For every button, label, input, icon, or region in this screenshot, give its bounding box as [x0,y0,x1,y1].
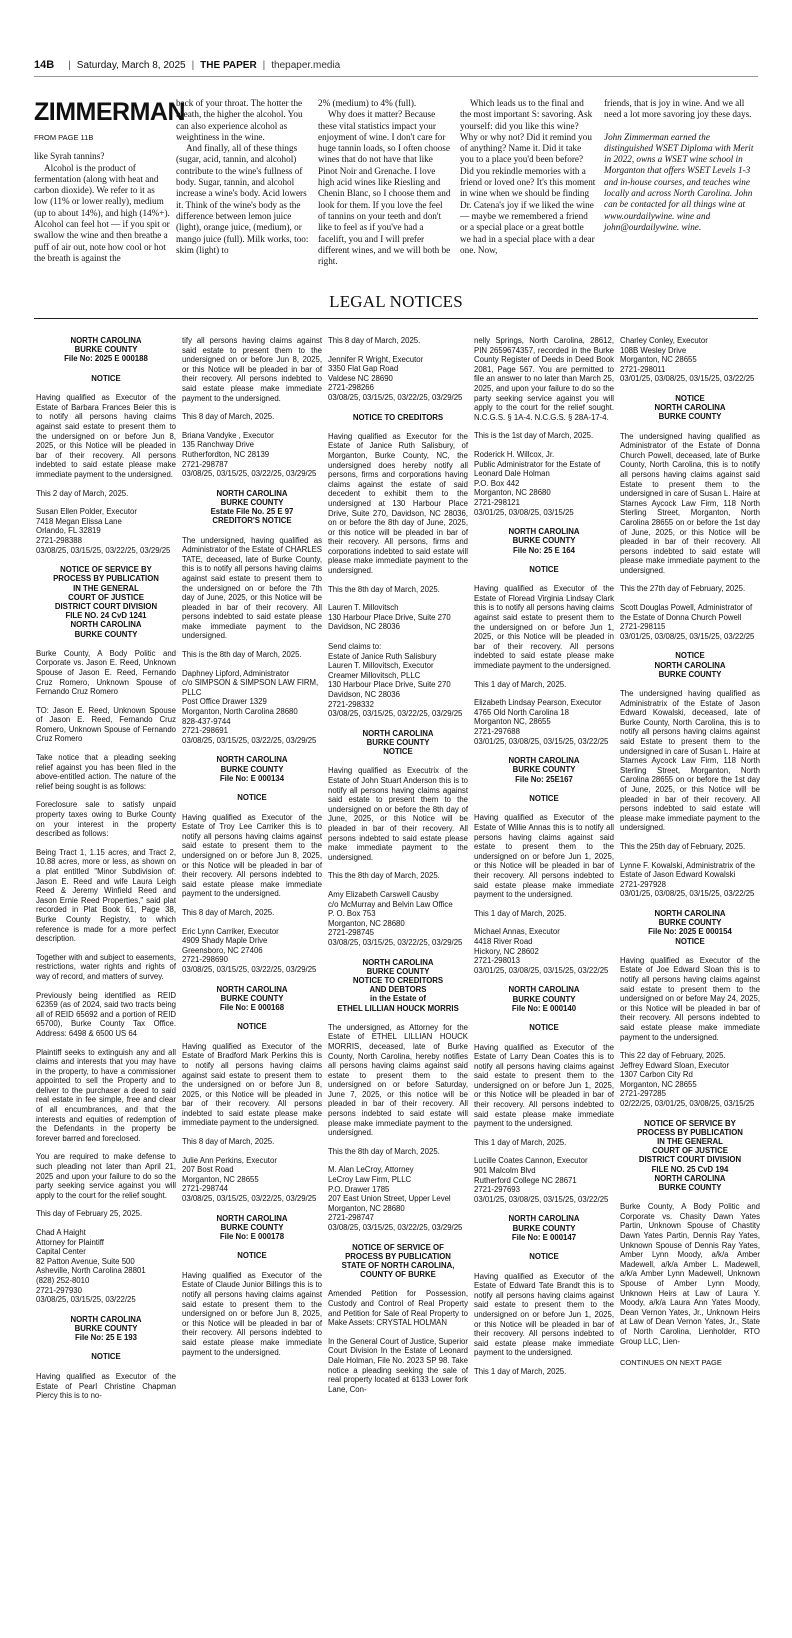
notice-paragraph: You are required to make defense to such pleading not later than April 21, 2025 and upon your failure to do so the party seeking service against you will apply to the court for the relief sought. [36,1152,176,1200]
notice-label: NOTICE [91,1352,121,1362]
page-header [34,56,758,74]
notice-signature: Susan Ellen Polder, Executor 7418 Megan Elissa Lane Orlando, FL 32819 2721-298388 03/08/25, 03/15/25, 03/22/25, 03/29/25 [36,507,171,555]
notice-paragraph: TO: Jason E. Reed, Unknown Spouse of Jason E. Reed, Fernando Cruz Romero, Unknown Spouse of Fernando Cruz Romero [36,705,176,744]
notice-label: NOTICE [237,1251,267,1261]
notice-heading: NOTICE OF SERVICE OF PROCESS BY PUBLICATION STATE OF NORTH CAROLINA, COUNTY OF BURKE [341,1242,455,1280]
notice-paragraph: nelly Springs, North Carolina, 28612, PIN 2659674357, recorded in the Burke County Register of Deeds in Deed Book 2081, Page 567. You are permitted to file an answer to no later than March 25, 2025, and upon your failure to do so the party seeking service against you will apply to the court for the relief sought. N.C.G.S. § 1A-4. N.C.G.S. § 28A-17-4. [474,336,614,422]
notice-paragraph: Having qualified as Executor of the Estate of Barbara Frances Beier this is to notify all persons having claims against said estate to present them to the undersigned on or before Jun 8, 2025, or this Notice will be pleaded in bar of their recovery. All persons indebted to said estate please make immediate payment to the undersigned. [36,393,176,479]
notice-signature: Lucille Coates Cannon, Executor 901 Malcolm Blvd Rutherford College NC 28671 2721-297693 03/01/25, 03/08/25, 03/15/25, 03/22/25 [474,1156,609,1204]
article-title: ZIMMERMAN [34,98,186,126]
notice-label: NOTICE [529,1252,559,1262]
notice-heading: NORTH CAROLINA BURKE COUNTY File No: E 000140 [508,985,580,1013]
notice-heading: NORTH CAROLINA BURKE COUNTY File No: E 000178 [216,1213,288,1242]
notice-heading: NORTH CAROLINA BURKE COUNTY File No: E 000147 [508,1214,580,1242]
notice-paragraph: Plaintiff seeks to extinguish any and all claims and interests that you may have in the property, to have a commissioner appointed to sell the Property and to deliver to the purchaser a deed to said real estate in fee simple, free and clear of all encumbrances, and that the interests and equities of redemption of the Defendants in the property be forever barred and foreclosed. [36,1047,176,1143]
notice-heading: NOTICE NORTH CAROLINA BURKE COUNTY [654,651,726,679]
notice-signature: Briana Vandyke , Executor 135 Ranchway Drive Rutherfordton, NC 28139 2721-298787 03/08/25, 03/15/25, 03/22/25, 03/29/25 [182,430,317,479]
notice-label: NOTICE [237,1022,267,1032]
notice-paragraph: Take notice that a pleading seeking relief against you has been filed in the above-entitled action. The nature of the relief being sought is as follows: [36,753,176,791]
notice-paragraph: Having qualified as Executor of the Estate of Larry Dean Coates this is to notify all persons having claims against said estate to present them to the undersigned on or before Jun 1, 2025, or this Notice will be pleaded in bar of their recovery. All persons indebted to said estate please make immediate payment to the undersigned. [474,1042,614,1129]
article-paragraph: 2% (medium) to 4% (full). [318,98,417,108]
notice-paragraph: Having qualified as Executor of the Estate of Claude Junior Billings this is to notify all persons having claims against said estate to present them to the undersigned on or before Jun 8, 2025, or this Notice will be pleaded in bar of their recovery. All persons indebted to said estate please make immediate payment to the undersigned. [182,1270,322,1357]
notice-signature: Daphney Lipford, Administrator c/o SIMPSON & SIMPSON LAW FIRM, PLLC Post Office Drawer 1329 Morganton, North Carolina 28680 828-437-9744 2721-298691 03/08/25, 03/15/25, 03/22/25, 03/29/25 [182,668,319,745]
notice-heading: NOTICE OF SERVICE BY PROCESS BY PUBLICATION IN THE GENERAL COURT OF JUSTICE DISTRICT COURT DIVISION FILE NO. 24 CvD 1241 NORTH CAROLINA BURKE COUNTY [53,565,159,639]
continued-line: CONTINUES ON NEXT PAGE [620,1358,722,1368]
notice-paragraph: Having qualified as Executor of the Estate of Floread Virginia Lindsay Clark this is to notify all persons having claims against said estate to present them to the undersigned on or before Jun 1, 2025, or this Notice will be pleaded in bar of their recovery. All persons indebted to said estate please make immediate payment to the undersigned. [474,584,614,671]
notice-heading: NORTH CAROLINA BURKE COUNTY File No: 25E167 [508,756,580,784]
legal-column-2 [182,336,322,1366]
notice-heading: NORTH CAROLINA BURKE COUNTY File No: 25 E 193 [70,1314,142,1343]
notice-label: NOTICE [529,564,559,574]
notice-paragraph: This 8 day of March, 2025. [182,907,275,917]
notice-paragraph: Having qualified as Executor of the Estate of Joe Edward Sloan this is to notify all persons having claims against said estate to present them to the undersigned on or before May 24, 2025, or this Notice will be pleaded in bar of their recovery. All persons indebted to said estate please make immediate payment to the undersigned. [620,955,760,1042]
notice-label: NOTICE [529,793,559,803]
notice-heading: NORTH CAROLINA BURKE COUNTY File No: 2025 E 000154 NOTICE [648,908,732,946]
notice-paragraph: The undersigned having qualified as Administrator of the Estate of Donna Church Powell, deceased, late of Burke County, North Carolina, this is to notify all persons having claims against said Estate to present them to the undersigned in care of Susan L. Haire at Starnes Aycock Law Firm, 118 North Sterling Street, Morganton, North Carolina 28655 on or before the 1st day of June, 2025, or this Notice will be pleaded in bar of their recovery. All persons indebted to said estate will please make immediate payment to the undersigned. [620,431,760,575]
header-rule [34,76,758,77]
notice-paragraph: Having qualified as Executor of the Estate of Bradford Mark Perkins this is to notify all persons having claims against said estate to present them to the undersigned on or before Jun 8, 2025, or this Notice will be pleaded in bar of their recovery. All persons indebted to said estate please make immediate payment to the undersigned. [182,1041,322,1128]
notice-signature: Roderick H. Willcox, Jr. Public Administrator for the Estate of Leonard Dale Holman P.O. Box 442 Morganton, NC 28680 2721-298121 03/01/25, 03/08/25, 03/15/25 [474,449,601,517]
notice-paragraph: tify all persons having claims against said estate to present them to the undersigned on or before Jun 8, 2025, or this Notice will be pleaded in bar of their recovery. All persons indebted to said estate please make immediate payment to the undersigned. [182,336,322,403]
notice-paragraph: Having qualified as Executor for the Estate of Janice Ruth Salisbury, of Morganton, Burke County, NC, the undersigned does hereby notify all persons, firms and corporations having claims against the estate of said decedent to exhibit them to the undersigned at 130 Harbour Place Drive, Suite 270, Davidson, NC 28036, on or before the 8th day of June, 2025, or this notice will be pleaded in bar of their recovery. All persons, firms and corporations indebted to said estate will please make immediate payment to the undersigned. [328,431,468,576]
article-column-3 [318,98,452,267]
notice-paragraph: Previously being identified as REID 62359 (as of 2024, said two tracts being all of REID 65692 and a portion of REID 65700), Burke County Tax Office. Address: 6498 & 6500 US 64 [36,990,176,1038]
notice-signature: Jennifer R Wright, Executor 3350 Flat Gap Road Valdese NC 28690 2721-298266 03/08/25, 03/15/25, 03/22/25, 03/29/25 [328,354,463,402]
article-paragraph: like Syrah tannins? [34,151,105,162]
notice-paragraph: Having qualified as Executor of the Estate of Pearl Christine Chapman Piercy this is to no- [36,1371,176,1401]
notice-signature: Send claims to: Estate of Janice Ruth Salisbury Lauren T. Millovitsch, Executor Creamer Millovitsch, PLLC 130 Harbour Place Drive, Suite 270 Davidson, NC 28036 2721-298332 03/08/25, 03/15/25, 03/22/25, 03/29/25 [328,642,463,719]
notice-signature: Lauren T. Millovitsch 130 Harbour Place Drive, Suite 270 Davidson, NC 28036 [328,603,451,632]
article-paragraph: friends, that is joy in wine. And we all need a lot more savoring joy these days. [604,98,752,120]
notice-paragraph: Burke County, A Body Politic and Corporate vs. Chasity Dawn Yates Partin, Unknown Spouse of Chastity Dawn Yates Partin, Dennis Ray Yates, Unknown Spouse of Dennis Ray Yates, Amber Lynn Moody, a/k/a Amber Madewell, a/k/a Amber L. Madewell, a/k/a Amber Lynn Madewell, Unknown Spouse of Amber Lynn Moody, Unknown Heirs at Law of Laura Y. Moody, a/k/a Laura Ann Yates Moody, Dean Vernon Yates, Jr., Unknown Heirs at Law of Dean Vernon Yates, Jr., State of North Carolina, Lienholder, RTO Group LLC, Lien- [620,1202,760,1346]
notice-signature: M. Alan LeCroy, Attorney LeCroy Law Firm, PLLC P.O. Drawer 1785 207 East Union Street, Upper Level Morganton, NC 28680 2721-298747 03/08/25, 03/15/25, 03/22/25, 03/29/25 [328,1165,463,1232]
notice-paragraph: Burke County, A Body Politic and Corporate vs. Jason E. Reed, Unknown Spouse of Jason E. Reed, Fernando Cruz Romero, Unknown Spouse of Fernando Cruz Romero [36,648,176,697]
notice-paragraph: This 1 day of March, 2025. [474,1366,567,1376]
notice-paragraph: This 8 day of March, 2025. [182,412,275,422]
notice-signature: Charley Conley, Executor 108B Wesley Drive Morganton, NC 28655 2721-298011 03/01/25, 03/08/25, 03/15/25, 03/22/25 [620,336,755,384]
notice-paragraph: The undersigned, as Attorney for the Estate of ETHEL LILLIAN HOUCK MORRIS, deceased, late of Burke County, North Carolina, hereby notifies all persons having claims against said estate to present them to the undersigned on or before Saturday, June 7, 2025, or this notice will be pleaded in bar of their recovery. All persons indebted to said estate will please make immediate payment to the undersigned. [328,1022,468,1138]
notice-paragraph: This 1 day of March, 2025. [474,679,567,689]
legal-column-3 [328,336,468,1403]
notice-paragraph: This 1 day of March, 2025. [474,1137,567,1147]
article-paragraph: Alcohol is the product of fermentation (along with heat and carbon dioxide). We refer to it as low (11% or lower really), medium (up to about 14%), and high (14%+). Alcohol can feel hot — if you spit or swallow the wine and then breathe a puff of air out, note how cool or hot the breath is against the [34,162,170,263]
notice-paragraph: This day of February 25, 2025. [36,1209,143,1219]
article-paragraph: And finally, all of these things (sugar, acid, tannin, and alcohol) contribute to the wine's fullness of body. Sugar, tannin, and alcohol increase a wine's body. Acid lowers it. Think of the wine's body as the difference between lemon juice (light), orange juice, (medium), or mango juice (full). Milk works, too: skim (light) to [176,143,309,255]
notice-paragraph: Having qualified as Executor of the Estate of Troy Lee Carriker this is to notify all persons having claims against said estate to present them to the undersigned on or before Jun 8, 2025, or this Notice will be pleaded in bar of their recovery. All persons indebted to said estate please make immediate payment to the undersigned. [182,812,322,899]
issue-date: Saturday, March 8, 2025 [76,59,186,71]
notice-paragraph: Having qualified as Executor of the Estate of Willie Annas this is to notify all persons having claims against said estate to present them to the undersigned on or before Jun 1, 2025, or this Notice will be pleaded in bar of their recovery. All persons indebted to said estate please make immediate payment to the undersigned. [474,813,614,900]
legal-column-4 [474,336,614,1386]
notice-label: NOTICE [91,373,121,383]
notice-signature: Julie Ann Perkins, Executor 207 Bost Road Morganton, NC 28655 2721-298744 03/08/25, 03/15/25, 03/22/25, 03/29/25 [182,1155,317,1204]
article-column-5 [604,98,754,233]
notice-heading: NORTH CAROLINA BURKE COUNTY File No: 25 E 164 [508,527,580,555]
jump-line: FROM PAGE 11B [34,133,94,142]
notice-paragraph: This the 8th day of March, 2025. [328,1146,440,1156]
legal-column-1 [36,336,176,1410]
notice-paragraph: The undersigned having qualified as Administratrix of the Estate of Jason Edward Kowalski, deceased, late of Burke County, North Carolina, this is to notify all persons having claims against said Estate to present them to the undersigned in care of Susan L. Haire at Starnes Aycock Law Firm, 118 North Sterling Street, Morganton, North Carolina 28655 on or before the 1st day of June, 2025, or this Notice will be pleaded in bar of their recovery. All persons indebted to said estate will please make immediate payment to the undersigned. [620,689,760,833]
notice-paragraph: The undersigned, having qualified as Administrator of the Estate of CHARLES TATE, deceased, late of Burke County, this is to notify all persons having claims against said estate to present them to the undersigned on or before the 7th day of June, 2025, or this Notice will be pleaded in bar of their recovery. All persons indebted to said estate please make immediate payment to the undersigned. [182,535,322,641]
notice-paragraph: Having qualified as Executrix of the Estate of John Stuart Anderson this is to notify all persons having claims against said estate to present them to the undersigned on or before the 8th day of June, 2025, or this Notice will be pleaded in bar of their recovery. All persons indebted to said estate please make immediate payment to the undersigned. [328,766,468,862]
header-divider: | [262,59,266,71]
notice-heading: NORTH CAROLINA BURKE COUNTY File No: E 000134 [216,755,288,783]
notice-heading: NORTH CAROLINA BURKE COUNTY NOTICE [362,728,434,757]
site-url: thepaper.media [271,59,341,71]
notice-heading: NORTH CAROLINA BURKE COUNTY File No: 2025 E 000188 [64,336,148,364]
notice-paragraph: Amended Petition for Possession, Custody and Control of Real Property and Petition for Sale of Real Property to Make Assets: CRYSTAL HOLMAN [328,1289,468,1328]
notice-heading: NOTICE TO CREDITORS [352,412,444,422]
notice-paragraph: This 2 day of March, 2025. [36,488,129,498]
notice-paragraph: This 8 day of March, 2025. [182,1137,275,1147]
notice-paragraph: This the 8th day of March, 2025. [328,871,440,881]
article-paragraph: Why does it matter? Because these vital statistics impact your enjoyment of wine. I don't care for huge tannin loads, so I often choose wines that do not have that like Pinot Noir and Grenache. I love high acid wines like Riesling and Chenin Blanc, so I choose them and look for them. If you love the feel of tannins on your teeth and don't like to feel as if you've had a facelift, you and I will prefer different wines, and we will both be right. [318,109,451,267]
notice-heading: NOTICE OF SERVICE BY PROCESS BY PUBLICATION IN THE GENERAL COURT OF JUSTICE DISTRICT COURT DIVISION FILE NO. 25 CvD 194 NORTH CAROLINA BURKE COUNTY [637,1118,743,1193]
legal-rule [34,318,758,319]
notice-label: NOTICE [529,1022,559,1032]
notice-heading: NORTH CAROLINA BURKE COUNTY NOTICE TO CREDITORS AND DEBTORS in the Estate of ETHEL LILLIAN HOUCK MORRIS [337,957,459,1013]
author-bio: John Zimmerman earned the distinguished WSET Diploma with Merit in 2022, owns a WSET wine school in Morganton that offers WSET Levels 1-3 and in-house courses, and teaches wine locally and across North Carolina. John can be contacted for all things wine at www.ourdailywine. wine and john@ourdailywine. wine. [604,131,754,232]
notice-paragraph: This the 8th day of March, 2025. [328,584,440,594]
notice-paragraph: Foreclosure sale to satisfy unpaid property taxes owing to Burke County on your interest in the property described as follows: [36,800,176,839]
notice-paragraph: This 8 day of March, 2025. [328,336,421,345]
notice-signature: Amy Elizabeth Carswell Causby c/o McMurray and Belvin Law Office P. O. Box 753 Morganton, NC 28680 2721-298745 03/08/25, 03/15/25, 03/22/25, 03/29/25 [328,889,463,947]
notice-paragraph: Having qualified as Executor of the Estate of Edward Tate Brandt this is to notify all persons having claims against said estate to present them to the undersigned on or before Jun 1, 2025, or this Notice will be pleaded in bar of their recovery. All persons indebted to said estate please make immediate payment to the undersigned. [474,1271,614,1358]
article-column-4 [460,98,596,256]
paper-name: THE PAPER [200,59,257,71]
header-divider: | [68,59,71,71]
notice-heading: NOTICE NORTH CAROLINA BURKE COUNTY [654,393,726,422]
notice-paragraph: Being Tract 1, 1.15 acres, and Tract 2, 10.88 acres, more or less, as shown on a plat entitled "Minor Subdivision of: Jason E. Reed and wife Laura Leigh Reed & Jeremy Winfield Reed and Jason Ernie Reed Properties," said plat recorded in Plat Book 61, Page 38, Burke County Registry, to which reference is made for a more perfect description. [36,847,176,944]
article-column-1 [34,98,186,264]
notice-signature: Lynne F. Kowalski, Administratrix of the Estate of Jason Edward Kowalski 2721-297928 03/01/25, 03/08/25, 03/15/25, 03/22/25 [620,860,755,899]
article-paragraph: Which leads us to the final and the most important S: savoring. Ask yourself: did you like this wine? Why or why not? Did it remind you of anything? Name it. Did it take you to a place you'd been before? Did you rekindle memories with a friend or loved one? It's this moment in wine when we should be finding Dr. Catena's joy if we liked the wine — maybe we remembered a friend or a special place or a great bottle we had in a special place with a dear one. Now, [460,98,596,255]
notice-heading: NORTH CAROLINA BURKE COUNTY File No: E 000168 [216,984,288,1012]
article-paragraph: back of your throat. The hotter the breath, the higher the alcohol. You can also experience alcohol as weightiness in the wine. [176,98,303,142]
notice-signature: Eric Lynn Carriker, Executor 4909 Shady Maple Drive Greensboro, NC 27406 2721-298690 03/08/25, 03/15/25, 03/22/25, 03/29/25 [182,926,317,974]
notice-paragraph: This 1 day of March, 2025. [474,908,567,918]
notice-paragraph: This the 25th day of February, 2025. [620,841,746,851]
notice-signature: This 22 day of February, 2025. Jeffrey Edward Sloan, Executor 1307 Carbon City Rd Morganton, NC 28655 2721-297285 02/22/25, 03/01/25, 03/08/25, 03/15/25 [620,1051,755,1109]
legal-notices-heading: LEGAL NOTICES [329,292,463,311]
notice-heading: NORTH CAROLINA BURKE COUNTY Estate File No. 25 E 97 CREDITOR'S NOTICE [210,488,294,526]
notice-paragraph: This is the 8th day of March, 2025. [182,650,302,660]
notice-signature: Chad A Haight Attorney for Plaintiff Capital Center 82 Patton Avenue, Suite 500 Asheville, North Carolina 28801 (828) 252-8010 2721-297930 03/08/25, 03/15/25, 03/22/25 [36,1228,146,1305]
legal-column-5 [620,336,760,1368]
notice-paragraph: Together with and subject to easements, restrictions, water rights and rights of way of record, and matters of survey. [36,952,176,981]
page-number: 14B [34,59,55,71]
notice-paragraph: This the 27th day of February, 2025. [620,584,746,594]
header-divider: | [191,59,195,71]
notice-signature: Elizabeth Lindsay Pearson, Executor 4765 Old North Carolina 18 Morganton NC, 28655 2721-297688 03/01/25, 03/08/25, 03/15/25, 03/22/25 [474,698,609,746]
notice-paragraph: In the General Court of Justice, Superior Court Division In the Estate of Leonard Dale Holman, File No. 2023 SP 98. Take notice a pleading seeking the sale of real property located at 6133 Lower fork Lane, Con- [328,1336,468,1394]
notice-label: NOTICE [237,793,267,803]
notice-signature: Scott Douglas Powell, Administrator of the Estate of Donna Church Powell 2721-298115 03/01/25, 03/08/25, 03/15/25, 03/22/25 [620,603,755,641]
notice-signature: Michael Annas, Executor 4418 River Road Hickory, NC 28602 2721-298013 03/01/25, 03/08/25, 03/15/25, 03/22/25 [474,927,609,975]
article-column-2 [176,98,310,256]
notice-paragraph: This is the 1st day of March, 2025. [474,431,594,441]
